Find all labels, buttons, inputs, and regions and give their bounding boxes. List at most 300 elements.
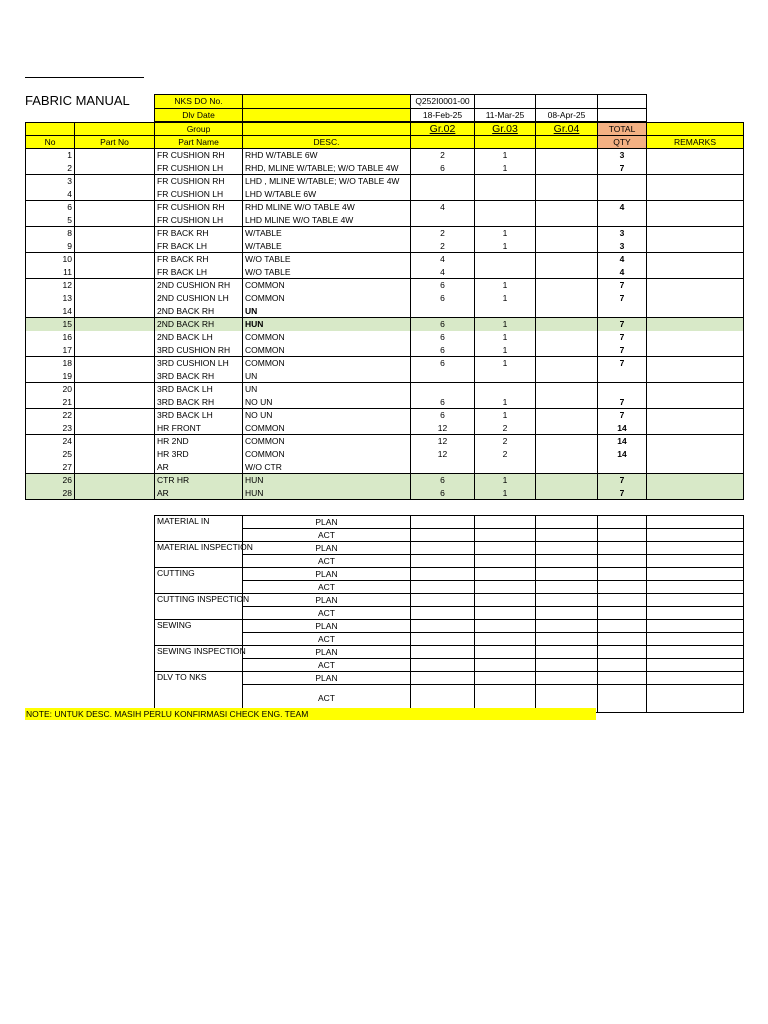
row-part-name: 2ND CUSHION RH	[155, 279, 243, 292]
row-desc: HUN	[243, 474, 411, 487]
table-row	[26, 279, 744, 292]
row-no: 8	[26, 227, 75, 240]
schedule-cell	[598, 516, 647, 529]
schedule-cell	[536, 516, 598, 529]
row-gr02-qty: 6	[411, 344, 475, 357]
row-total-qty	[598, 305, 647, 318]
row-remarks	[647, 279, 744, 292]
row-part-no	[75, 240, 155, 253]
plan-label: PLAN	[243, 646, 411, 659]
table-row	[26, 227, 744, 240]
schedule-cell	[411, 581, 475, 594]
schedule-cell	[475, 633, 536, 646]
group-label: Group	[155, 123, 243, 136]
dlv-date-gr03: 11-Mar-25	[475, 109, 536, 122]
row-part-name: FR CUSHION RH	[155, 175, 243, 188]
row-part-no	[75, 227, 155, 240]
row-no: 9	[26, 240, 75, 253]
row-total-qty: 14	[598, 448, 647, 461]
row-gr02-qty: 2	[411, 227, 475, 240]
row-remarks	[647, 331, 744, 344]
row-part-name: FR CUSHION LH	[155, 214, 243, 227]
row-gr03-qty	[475, 266, 536, 279]
schedule-cell	[475, 555, 536, 568]
row-gr02-qty: 2	[411, 149, 475, 162]
row-total-qty	[598, 383, 647, 396]
row-remarks	[647, 435, 744, 448]
row-gr04-qty	[536, 201, 598, 214]
process-row	[155, 542, 744, 555]
row-no: 15	[26, 318, 75, 331]
row-total-qty	[598, 214, 647, 227]
row-part-name: 3RD BACK LH	[155, 383, 243, 396]
row-desc: LHD , MLINE W/TABLE; W/O TABLE 4W	[243, 175, 411, 188]
row-total-qty: 7	[598, 487, 647, 500]
row-remarks	[647, 201, 744, 214]
header-rule	[25, 77, 144, 78]
row-gr04-qty	[536, 344, 598, 357]
row-no: 17	[26, 344, 75, 357]
row-gr03-qty	[475, 253, 536, 266]
row-gr03-qty: 1	[475, 357, 536, 370]
row-gr03-qty	[475, 383, 536, 396]
row-remarks	[647, 266, 744, 279]
schedule-cell	[647, 633, 744, 646]
row-part-no	[75, 201, 155, 214]
parts-rows	[26, 149, 744, 500]
table-row	[26, 201, 744, 214]
row-gr04-qty	[536, 435, 598, 448]
schedule-cell	[536, 672, 598, 685]
row-gr03-qty: 1	[475, 409, 536, 422]
schedule-cell	[598, 685, 647, 713]
process-row	[155, 555, 744, 568]
row-desc: NO UN	[243, 396, 411, 409]
row-total-qty	[598, 461, 647, 474]
row-gr04-qty	[536, 149, 598, 162]
row-remarks	[647, 253, 744, 266]
row-gr02-qty: 4	[411, 201, 475, 214]
parts-table	[25, 122, 744, 500]
row-part-name: 3RD CUSHION LH	[155, 357, 243, 370]
header-table	[154, 94, 647, 122]
row-gr02-qty: 6	[411, 396, 475, 409]
row-desc: UN	[243, 370, 411, 383]
schedule-cell	[536, 529, 598, 542]
row-remarks	[647, 214, 744, 227]
process-stage: DLV TO NKS	[155, 672, 243, 713]
row-total-qty	[598, 175, 647, 188]
row-gr02-qty	[411, 188, 475, 201]
act-label: ACT	[243, 555, 411, 568]
table-row	[26, 305, 744, 318]
process-row	[155, 568, 744, 581]
table-row	[26, 253, 744, 266]
row-part-no	[75, 409, 155, 422]
row-remarks	[647, 344, 744, 357]
row-gr02-qty: 6	[411, 292, 475, 305]
schedule-cell	[411, 659, 475, 672]
row-part-name: HR FRONT	[155, 422, 243, 435]
schedule-cell	[647, 555, 744, 568]
process-stage: CUTTING INSPECTION	[155, 594, 243, 620]
row-total-qty: 7	[598, 474, 647, 487]
act-label: ACT	[243, 685, 411, 713]
row-gr03-qty: 2	[475, 435, 536, 448]
row-desc: COMMON	[243, 357, 411, 370]
schedule-cell	[647, 568, 744, 581]
col-qty: QTY	[598, 136, 647, 149]
schedule-cell	[598, 672, 647, 685]
row-no: 1	[26, 149, 75, 162]
table-row	[26, 370, 744, 383]
row-part-no	[75, 357, 155, 370]
dlv-date-gr02: 18-Feb-25	[411, 109, 475, 122]
row-gr03-qty: 1	[475, 396, 536, 409]
row-part-no	[75, 461, 155, 474]
group-row	[26, 123, 744, 136]
row-gr04-qty	[536, 266, 598, 279]
process-stage: CUTTING	[155, 568, 243, 594]
row-gr04-qty	[536, 487, 598, 500]
dlv-date-blank	[243, 109, 411, 122]
row-part-no	[75, 396, 155, 409]
process-row	[155, 646, 744, 659]
plan-label: PLAN	[243, 568, 411, 581]
act-label: ACT	[243, 529, 411, 542]
row-remarks	[647, 162, 744, 175]
col-part-name: Part Name	[155, 136, 243, 149]
process-row	[155, 581, 744, 594]
row-desc: W/O CTR	[243, 461, 411, 474]
row-no: 20	[26, 383, 75, 396]
schedule-cell	[536, 620, 598, 633]
row-remarks	[647, 461, 744, 474]
row-gr03-qty: 1	[475, 279, 536, 292]
row-part-no	[75, 422, 155, 435]
row-gr02-qty: 6	[411, 162, 475, 175]
schedule-cell	[475, 646, 536, 659]
schedule-cell	[475, 529, 536, 542]
row-no: 3	[26, 175, 75, 188]
row-part-name: 2ND BACK RH	[155, 318, 243, 331]
row-no: 4	[26, 188, 75, 201]
table-row	[26, 188, 744, 201]
row-gr03-qty: 1	[475, 474, 536, 487]
column-header-row	[26, 136, 744, 149]
row-no: 11	[26, 266, 75, 279]
row-remarks	[647, 292, 744, 305]
schedule-cell	[475, 594, 536, 607]
schedule-cell	[647, 516, 744, 529]
schedule-cell	[598, 529, 647, 542]
row-total-qty: 4	[598, 266, 647, 279]
schedule-cell	[475, 607, 536, 620]
table-row	[26, 331, 744, 344]
row-total-qty: 7	[598, 331, 647, 344]
row-gr04-qty	[536, 253, 598, 266]
row-gr04-qty	[536, 370, 598, 383]
schedule-cell	[647, 646, 744, 659]
row-no: 10	[26, 253, 75, 266]
schedule-cell	[598, 633, 647, 646]
table-row	[26, 357, 744, 370]
row-total-qty	[598, 188, 647, 201]
row-gr03-qty: 2	[475, 448, 536, 461]
row-gr04-qty	[536, 474, 598, 487]
schedule-cell	[536, 555, 598, 568]
row-part-name: FR CUSHION LH	[155, 162, 243, 175]
row-part-name: FR CUSHION LH	[155, 188, 243, 201]
row-desc: W/O TABLE	[243, 253, 411, 266]
row-gr04-qty	[536, 175, 598, 188]
dlv-date-gr04: 08-Apr-25	[536, 109, 598, 122]
row-part-name: HR 3RD	[155, 448, 243, 461]
row-gr04-qty	[536, 331, 598, 344]
row-gr03-qty	[475, 214, 536, 227]
row-part-no	[75, 331, 155, 344]
schedule-cell	[647, 672, 744, 685]
row-gr02-qty: 6	[411, 357, 475, 370]
row-no: 2	[26, 162, 75, 175]
row-total-qty: 14	[598, 435, 647, 448]
row-gr02-qty: 12	[411, 422, 475, 435]
row-part-no	[75, 474, 155, 487]
total-label: TOTAL	[598, 123, 647, 136]
row-gr02-qty	[411, 214, 475, 227]
schedule-cell	[598, 542, 647, 555]
schedule-cell	[536, 581, 598, 594]
row-gr02-qty	[411, 370, 475, 383]
schedule-cell	[647, 594, 744, 607]
row-gr02-qty: 4	[411, 253, 475, 266]
schedule-cell	[647, 659, 744, 672]
nks-do-blank	[243, 95, 411, 109]
row-gr03-qty	[475, 370, 536, 383]
row-gr02-qty: 6	[411, 487, 475, 500]
plan-label: PLAN	[243, 542, 411, 555]
row-part-name: FR CUSHION RH	[155, 201, 243, 214]
row-part-name: FR BACK RH	[155, 227, 243, 240]
row-total-qty	[598, 370, 647, 383]
schedule-cell	[411, 529, 475, 542]
row-desc: RHD W/TABLE 6W	[243, 149, 411, 162]
process-schedule-table	[154, 515, 744, 713]
table-row	[26, 448, 744, 461]
row-desc: LHD MLINE W/O TABLE 4W	[243, 214, 411, 227]
process-row	[155, 594, 744, 607]
row-desc: COMMON	[243, 435, 411, 448]
row-no: 24	[26, 435, 75, 448]
row-gr04-qty	[536, 162, 598, 175]
row-desc: COMMON	[243, 448, 411, 461]
schedule-cell	[598, 568, 647, 581]
row-part-name: FR CUSHION RH	[155, 149, 243, 162]
row-gr04-qty	[536, 305, 598, 318]
schedule-cell	[598, 620, 647, 633]
row-part-name: AR	[155, 487, 243, 500]
row-gr03-qty: 1	[475, 331, 536, 344]
schedule-cell	[411, 568, 475, 581]
row-no: 13	[26, 292, 75, 305]
row-no: 28	[26, 487, 75, 500]
row-no: 27	[26, 461, 75, 474]
row-gr02-qty: 6	[411, 331, 475, 344]
row-remarks	[647, 357, 744, 370]
row-gr03-qty	[475, 305, 536, 318]
row-part-no	[75, 448, 155, 461]
row-remarks	[647, 422, 744, 435]
schedule-cell	[647, 607, 744, 620]
process-row	[155, 620, 744, 633]
process-row	[155, 659, 744, 672]
table-row	[26, 240, 744, 253]
row-part-name: 3RD BACK RH	[155, 396, 243, 409]
row-part-no	[75, 279, 155, 292]
row-part-name: 2ND BACK LH	[155, 331, 243, 344]
process-stage: MATERIAL IN	[155, 516, 243, 542]
schedule-cell	[647, 581, 744, 594]
schedule-cell	[598, 659, 647, 672]
table-row	[26, 266, 744, 279]
row-total-qty: 4	[598, 201, 647, 214]
col-remarks: REMARKS	[647, 136, 744, 149]
row-total-qty: 7	[598, 396, 647, 409]
row-part-name: 2ND CUSHION LH	[155, 292, 243, 305]
act-label: ACT	[243, 659, 411, 672]
row-total-qty: 7	[598, 318, 647, 331]
schedule-cell	[411, 594, 475, 607]
row-part-no	[75, 435, 155, 448]
row-gr04-qty	[536, 461, 598, 474]
row-part-no	[75, 266, 155, 279]
table-row	[26, 344, 744, 357]
note-banner: NOTE: UNTUK DESC. MASIH PERLU KONFIRMASI CHECK ENG. TEAM	[25, 708, 596, 720]
schedule-cell	[475, 672, 536, 685]
row-part-name: CTR HR	[155, 474, 243, 487]
schedule-cell	[536, 646, 598, 659]
row-part-no	[75, 175, 155, 188]
row-part-no	[75, 305, 155, 318]
row-total-qty: 7	[598, 344, 647, 357]
row-gr02-qty: 6	[411, 409, 475, 422]
table-row	[26, 461, 744, 474]
row-remarks	[647, 487, 744, 500]
row-gr02-qty: 6	[411, 279, 475, 292]
row-gr04-qty	[536, 279, 598, 292]
row-total-qty: 4	[598, 253, 647, 266]
row-remarks	[647, 383, 744, 396]
row-no: 22	[26, 409, 75, 422]
process-stage: MATERIAL INSPECTION	[155, 542, 243, 568]
row-no: 23	[26, 422, 75, 435]
row-gr04-qty	[536, 240, 598, 253]
row-part-name: FR BACK RH	[155, 253, 243, 266]
schedule-cell	[536, 568, 598, 581]
schedule-cell	[411, 633, 475, 646]
schedule-cell	[598, 555, 647, 568]
act-label: ACT	[243, 633, 411, 646]
row-gr02-qty	[411, 305, 475, 318]
row-part-no	[75, 214, 155, 227]
row-gr03-qty: 1	[475, 240, 536, 253]
row-remarks	[647, 474, 744, 487]
row-gr03-qty: 1	[475, 318, 536, 331]
row-no: 5	[26, 214, 75, 227]
row-desc: HUN	[243, 318, 411, 331]
row-remarks	[647, 175, 744, 188]
row-no: 12	[26, 279, 75, 292]
row-gr04-qty	[536, 188, 598, 201]
row-remarks	[647, 318, 744, 331]
schedule-cell	[647, 685, 744, 713]
row-no: 16	[26, 331, 75, 344]
row-gr03-qty: 1	[475, 227, 536, 240]
process-stage: SEWING	[155, 620, 243, 646]
row-part-no	[75, 370, 155, 383]
schedule-cell	[475, 516, 536, 529]
row-desc: RHD, MLINE W/TABLE; W/O TABLE 4W	[243, 162, 411, 175]
row-part-name: 3RD BACK LH	[155, 409, 243, 422]
row-gr03-qty: 2	[475, 422, 536, 435]
row-part-name: HR 2ND	[155, 435, 243, 448]
table-row	[26, 396, 744, 409]
row-gr03-qty: 1	[475, 344, 536, 357]
row-remarks	[647, 396, 744, 409]
row-gr04-qty	[536, 318, 598, 331]
row-part-name: 2ND BACK RH	[155, 305, 243, 318]
schedule-cell	[411, 516, 475, 529]
row-gr02-qty: 6	[411, 318, 475, 331]
row-gr02-qty: 4	[411, 266, 475, 279]
table-row	[26, 474, 744, 487]
schedule-cell	[411, 542, 475, 555]
process-row	[155, 529, 744, 542]
row-gr04-qty	[536, 292, 598, 305]
row-no: 18	[26, 357, 75, 370]
plan-label: PLAN	[243, 620, 411, 633]
process-row	[155, 672, 744, 685]
table-row	[26, 409, 744, 422]
schedule-cell	[536, 542, 598, 555]
plan-label: PLAN	[243, 516, 411, 529]
schedule-cell	[411, 607, 475, 620]
row-no: 26	[26, 474, 75, 487]
row-part-no	[75, 344, 155, 357]
row-gr04-qty	[536, 214, 598, 227]
table-row	[26, 383, 744, 396]
plan-label: PLAN	[243, 594, 411, 607]
row-remarks	[647, 240, 744, 253]
row-gr02-qty: 2	[411, 240, 475, 253]
schedule-cell	[475, 542, 536, 555]
row-gr02-qty	[411, 461, 475, 474]
act-label: ACT	[243, 581, 411, 594]
row-desc: W/O TABLE	[243, 266, 411, 279]
row-gr04-qty	[536, 383, 598, 396]
nks-do-value: Q252I0001-00	[411, 95, 475, 109]
schedule-cell	[475, 659, 536, 672]
col-no: No	[26, 136, 75, 149]
schedule-cell	[475, 581, 536, 594]
row-gr04-qty	[536, 422, 598, 435]
group-gr02: Gr.02	[411, 123, 475, 136]
schedule-cell	[598, 581, 647, 594]
row-remarks	[647, 149, 744, 162]
row-desc: UN	[243, 383, 411, 396]
table-row	[26, 487, 744, 500]
table-row	[26, 422, 744, 435]
